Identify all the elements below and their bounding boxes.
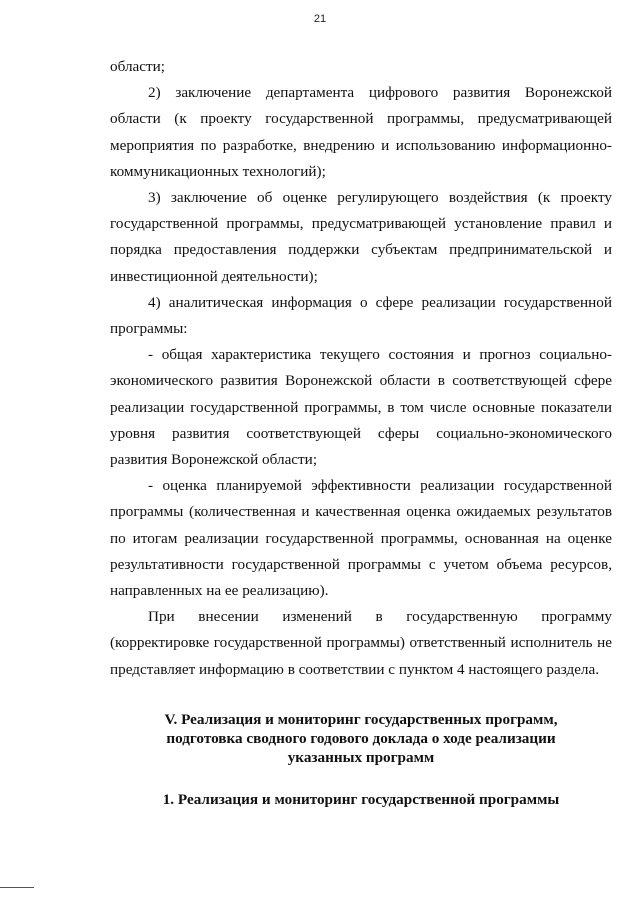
section-heading [110,710,612,767]
section-heading-line-3: указанных программ [287,749,435,766]
section-heading-line-2: подготовка сводного годового доклада о ходе реализации [166,730,556,747]
paragraph-item-3: 3) заключение об оценке регулирующего воздействия (к проекту государственной программы, предусматривающей установление правил и порядка предоставления поддержки субъектам предпринимательской и инвестиционной деятельности); [110,189,612,285]
footer-divider [0,887,34,888]
paragraph-item-4: 4) аналитическая информация о сфере реализации государственной программы: [110,293,612,338]
page-number: 21 [313,13,327,25]
document-body [110,54,612,683]
paragraph-item-2: 2) заключение департамента цифрового развития Воронежской области (к проекту государственной программы, предусматривающей мероприятия по разработке, внедрению и использованию информационно-коммуникационных технологий); [110,84,612,180]
section-heading-line-1: V. Реализация и мониторинг государственных программ, [164,711,558,728]
paragraph-continuation: области; [110,58,165,75]
paragraph-note: При внесении изменений в государственную программу (корректировке государственной программы) ответственный исполнитель не представляет информацию в соответствии с пунктом 4 настоящего раздела. [110,608,612,678]
paragraph-bullet-2: - оценка планируемой эффективности реализации государственной программы (количественная и качественная оценка ожидаемых результатов по итогам реализации государственной программы, основанная на оценке результативности государственной программы с учетом объема ресурсов, направленных на ее реализацию). [110,477,612,600]
subsection-heading: 1. Реализация и мониторинг государственной программы [162,791,560,808]
paragraph-bullet-1: - общая характеристика текущего состояния и прогноз социально-экономического развития Воронежской области в соответствующей сфере реализации государственной программы, в том числе основные показатели уровня развития соответствующей сферы социально-экономического развития Воронежской области; [110,346,612,469]
